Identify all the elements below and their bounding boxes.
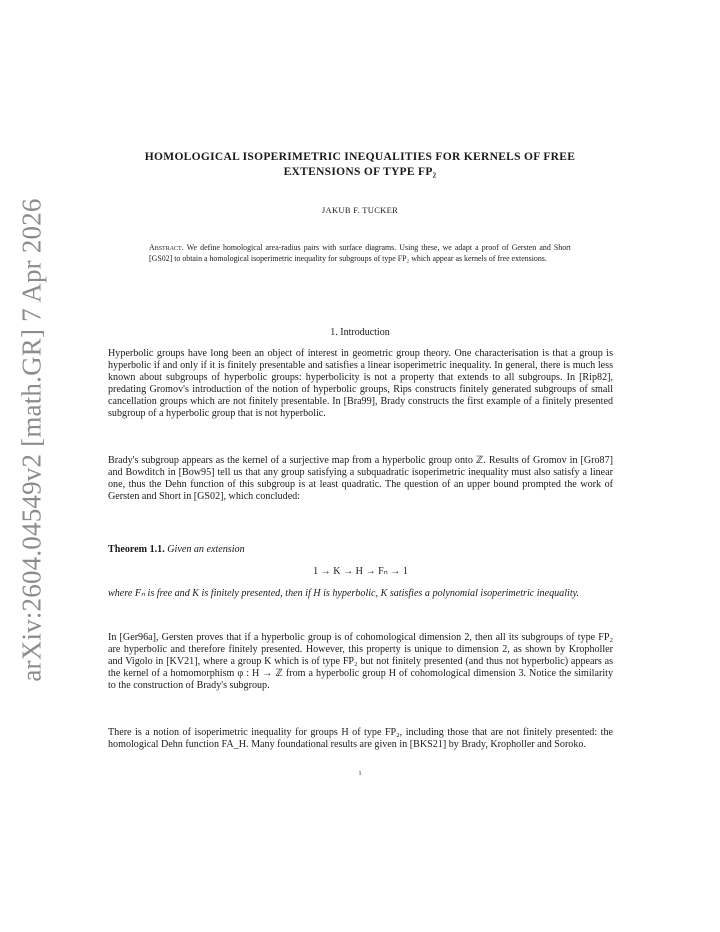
page-number: 1 (358, 770, 362, 777)
abstract-text: We define homological area-radius pairs with surface diagrams. Using these, we adapt a proof of Gersten and Short [GS02] to obtain a homological isoperimetric inequality for subgroups of type FP₂ which appear as kernels of free extensions. (149, 243, 571, 264)
paper-title (100, 150, 620, 180)
theorem-heading (108, 544, 245, 555)
abstract (149, 242, 571, 264)
title-line-1: HOMOLOGICAL ISOPERIMETRIC INEQUALITIES FOR KERNELS OF FREE (144, 151, 576, 163)
abstract-label: Abstract. (149, 243, 184, 252)
author-name: JAKUB F. TUCKER (321, 205, 399, 215)
theorem-label: Theorem 1.1. (108, 544, 165, 555)
paragraph-3: In [Ger96a], Gersten proves that if a hyperbolic group is of cohomological dimension 2, then all its subgroups of type FP₂ are hyperbolic and therefore finitely presented. However, this property is unique to dimension 2, as shown by Kropholler and Vigolo in [KV21], where a group K which is of type FP₂ but not finitely presented (and thus not hyperbolic) appears as the kernel of a homomorphism φ : H → ℤ from a hyperbolic group H of cohomological dimension 3. Notice the similarity to the construction of Brady's subgroup. (108, 632, 613, 692)
paragraph-4: There is a notion of isoperimetric inequality for groups H of type FP₂, including those that are not finitely presented: the homological Dehn function FA_H. Many foundational results are given in [BKS21] by Brady, Kropholler and Soroko. (108, 727, 613, 751)
theorem-intro: Given an extension (167, 544, 245, 555)
theorem-conclusion: where Fₙ is free and K is finitely presented, then if H is hyperbolic, K satisfies a polynomial isoperimetric inequality. (108, 588, 580, 599)
display-equation: 1 → K → H → Fₙ → 1 (313, 566, 408, 577)
section-heading: 1. Introduction (330, 327, 390, 338)
arxiv-identifier-stamp: arXiv:2604.04549v2 [math.GR] 7 Apr 2026 (16, 198, 47, 682)
title-line-2: EXTENSIONS OF TYPE FP₂ (283, 166, 437, 178)
paragraph-2: Brady's subgroup appears as the kernel of a surjective map from a hyperbolic group onto ℤ. Results of Gromov in [Gro87] and Bowditch in [Bow95] tell us that any group satisfying a subquadratic isoperimetric inequality must also satisfy a linear one, thus the Dehn function of this subgroup is at least quadratic. The question of an upper bound prompted the work of Gersten and Short in [GS02], which concluded: (108, 455, 613, 503)
paragraph-1: Hyperbolic groups have long been an object of interest in geometric group theory. One characterisation is that a group is hyperbolic if and only if it is finitely presentable and satisfies a linear isoperimetric inequality. In general, there is much less known about subgroups of hyperbolic groups: hyperbolicity is not a property that extends to all subgroups. In [Rip82], predating Gromov's introduction of the notion of hyperbolic groups, Rips constructs finitely generated subgroups of small cancellation groups which are not finitely presentable. In [Bra99], Brady constructs the first example of a finitely presented subgroup of a hyperbolic group that is not hyperbolic. (108, 348, 613, 420)
